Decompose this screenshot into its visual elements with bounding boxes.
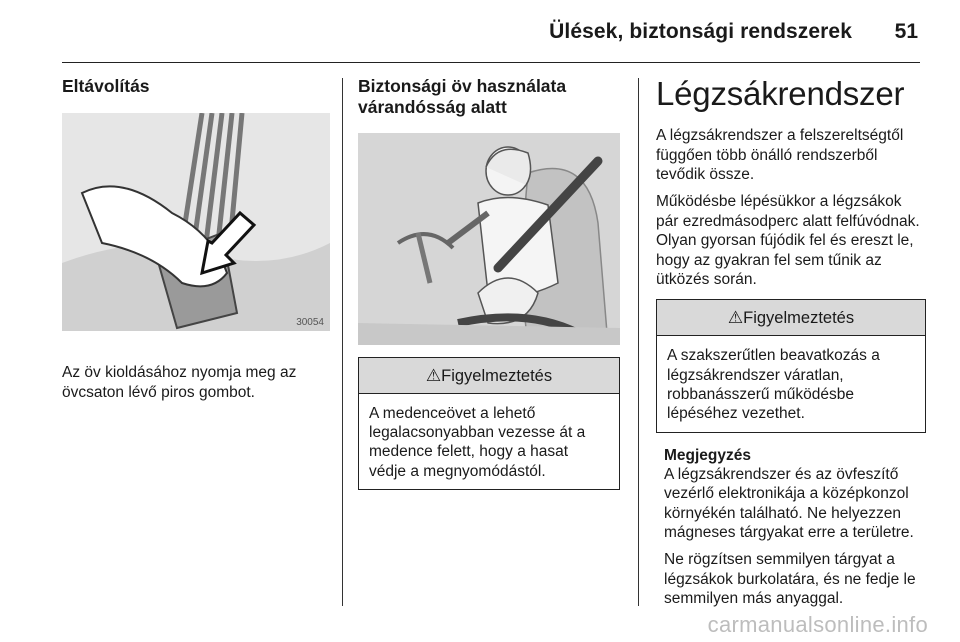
header-rule [62, 62, 920, 63]
warning-header [359, 358, 619, 394]
warning-triangle-icon: ⚠ [727, 308, 744, 328]
column-divider [342, 78, 343, 606]
warning-title: Figyelmeztetés [743, 309, 855, 328]
removal-instruction-text: Az öv kioldásához nyomja meg az övcsaton lévő piros gombot. [62, 364, 297, 401]
pregnancy-warning-text: A medenceövet a lehető legalacsonyabban vezesse át a medence felett, hogy a hasat védje a megnyomódástól. [369, 404, 586, 480]
page-number: 51 [894, 20, 918, 43]
section-heading-removal: Eltávolítás [62, 76, 150, 96]
warning-header [657, 300, 925, 336]
note-title: Megjegyzés [664, 446, 752, 464]
right-column [656, 76, 926, 616]
middle-column [358, 76, 620, 490]
airbag-paragraph-2: Működésbe lépésükkor a légzsákok pár ezredmásodperc alatt felfúvódnak. Olyan gyorsan fújódik fel és ereszt le, hogy az gyakran fel sem tűnik az ütközés során. [656, 193, 920, 288]
note-text-2: Ne rögzítsen semmilyen tárgyat a légzsákok burkolatára, és ne fedje le semmilyen más anyaggal. [664, 551, 916, 608]
airbag-paragraph-1: A légzsákrendszer a felszereltségtől függően több önálló rendszerből tevődik össze. [656, 127, 904, 184]
chapter-title: Ülések, biztonsági rendszerek [549, 20, 852, 43]
note-text-1: A légzsákrendszer és az övfeszítő vezérlő elektronikája a középkonzol környékén található. Ne helyezzen mágneses tárgyakat erre a területre. [664, 465, 914, 541]
warning-triangle-icon: ⚠ [425, 365, 442, 385]
pregnancy-warning-box [358, 357, 620, 491]
figure-code: 30054 [296, 317, 324, 329]
pregnant-driver-illustration [358, 133, 620, 345]
airbag-system-heading: Légzsákrendszer [656, 75, 905, 112]
warning-title: Figyelmeztetés [441, 366, 553, 385]
left-column [62, 76, 330, 410]
column-divider [638, 78, 639, 606]
pregnant-driver-drawing [358, 133, 620, 345]
section-heading-pregnancy: Biztonsági öv használata várandósság alatt [358, 76, 567, 118]
watermark: carmanualsonline.info [707, 612, 928, 637]
buckle-release-illustration [62, 113, 330, 331]
buckle-release-drawing [62, 113, 330, 331]
airbag-warning-text: A szakszerűtlen beavatkozás a légzsákrendszer váratlan, robbanásszerű működésbe lépéséhez vezethet. [667, 347, 880, 423]
airbag-warning-box [656, 299, 926, 433]
